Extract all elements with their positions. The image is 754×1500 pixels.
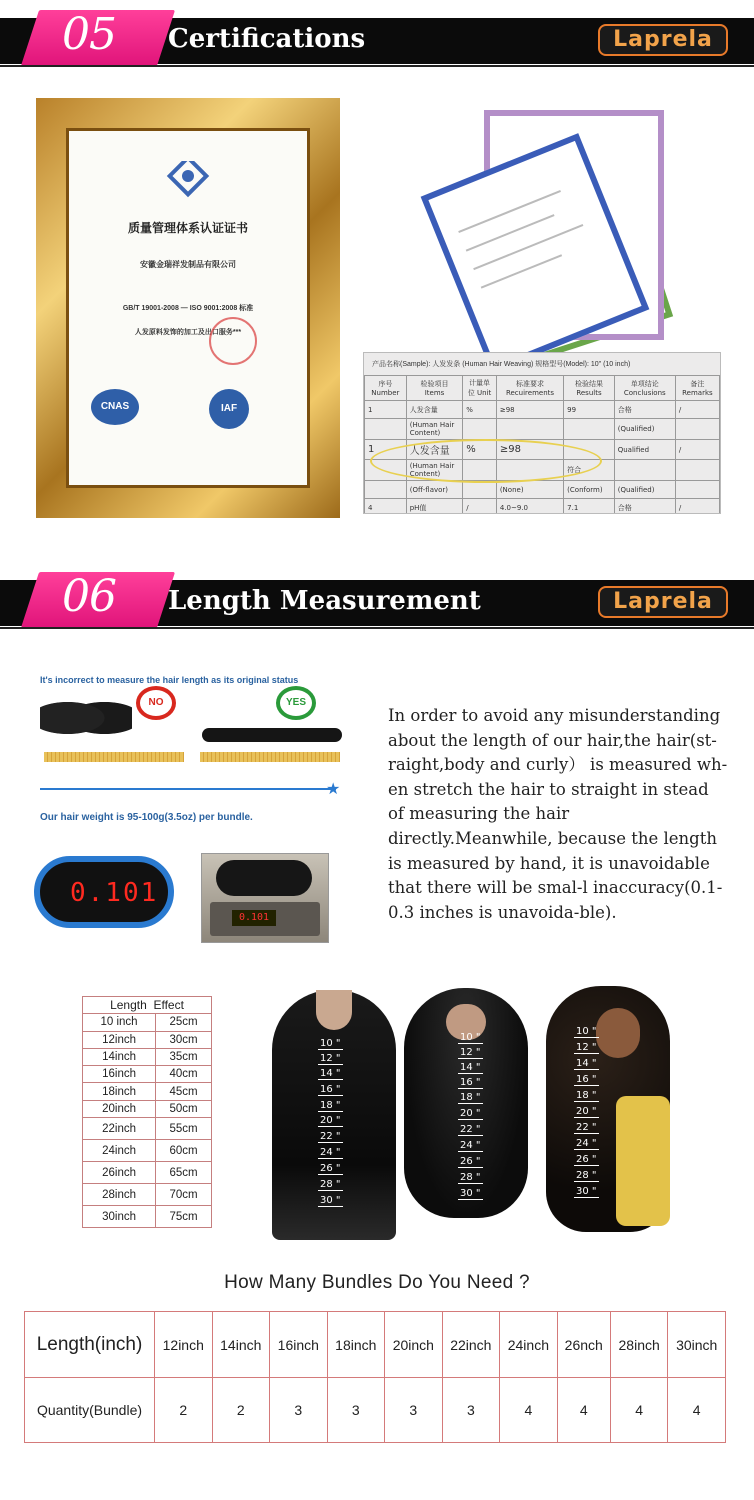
report-header: 序号 Number — [365, 376, 407, 401]
curly-model-face — [596, 1008, 640, 1058]
curly-hair-model — [546, 986, 670, 1232]
length-row — [83, 1066, 212, 1083]
length-value: 30inch — [668, 1312, 726, 1378]
report-cell: / — [463, 499, 497, 515]
hair-bundle-on-scale — [216, 860, 312, 896]
bundles-table — [24, 1311, 726, 1443]
bundles-title: How Many Bundles Do You Need ? — [224, 1272, 530, 1293]
effect-cell: 45cm — [156, 1083, 212, 1100]
report-cell: 1 — [365, 401, 407, 419]
certificate-holder: 安徽金瑞祥发制品有限公司 — [140, 260, 236, 269]
length-value: 12inch — [155, 1312, 213, 1378]
length-marker: 12 " — [576, 1042, 597, 1053]
report-cell: (None) — [496, 481, 563, 499]
brand-logo: Laprela — [598, 586, 728, 618]
quantity-value: 3 — [385, 1378, 443, 1443]
length-cell: 20inch — [83, 1100, 156, 1117]
length-cell: 30inch — [83, 1206, 156, 1228]
length-marker: 14 " — [320, 1068, 341, 1079]
report-row — [365, 401, 720, 419]
length-marker: 24 " — [460, 1140, 481, 1151]
length-marker: 30 " — [460, 1188, 481, 1199]
report-cell: % — [463, 401, 497, 419]
length-cell: 24inch — [83, 1140, 156, 1162]
report-cell: pH值 — [406, 499, 463, 515]
length-value: 20inch — [385, 1312, 443, 1378]
length-value: 16inch — [270, 1312, 328, 1378]
length-value: 14inch — [212, 1312, 270, 1378]
report-header: 检验项目 Items — [406, 376, 463, 401]
certificate-paper — [66, 128, 310, 488]
effect-cell: 35cm — [156, 1048, 212, 1065]
report-cell: / — [675, 401, 719, 419]
report-cell: (Qualified) — [614, 419, 675, 440]
length-cell: 18inch — [83, 1083, 156, 1100]
report-cell: 合格 — [614, 499, 675, 515]
section-number: 05 — [62, 9, 116, 60]
quantity-row-label: Quantity(Bundle) — [25, 1378, 155, 1443]
report-cell: 4.0~9.0 — [496, 499, 563, 515]
report-caption: 产品名称(Sample): 人发发条 (Human Hair Weaving) 规格型号(Model): 10" (10 inch) — [372, 361, 631, 368]
length-marker: 18 " — [460, 1092, 481, 1103]
bundles-length-row — [25, 1312, 726, 1378]
length-marker: 26 " — [460, 1156, 481, 1167]
length-cell: 26inch — [83, 1162, 156, 1184]
report-header: 备注 Remarks — [675, 376, 719, 401]
length-marker: 28 " — [460, 1172, 481, 1183]
length-marker: 14 " — [576, 1058, 597, 1069]
report-header-row — [365, 376, 720, 401]
quantity-value: 2 — [155, 1378, 213, 1443]
quantity-value: 4 — [500, 1378, 558, 1443]
length-row-label: Length(inch) — [25, 1312, 155, 1378]
report-cell — [365, 419, 407, 440]
star-icon: ★ — [326, 781, 341, 798]
quantity-value: 4 — [557, 1378, 610, 1443]
certificate-stack — [420, 110, 720, 360]
report-cell: 1 — [365, 440, 407, 460]
report-row — [365, 481, 720, 499]
scale-display-zoom — [34, 856, 174, 928]
red-stamp — [209, 317, 257, 365]
length-effect-table — [82, 996, 212, 1228]
length-row — [83, 1083, 212, 1100]
report-cell: (Human Hair Content) — [406, 419, 463, 440]
certificate-title: 质量管理体系认证证书 — [127, 221, 248, 235]
report-cell: Qualified — [614, 440, 675, 460]
bundles-quantity-row — [25, 1378, 726, 1443]
effect-cell: 75cm — [156, 1206, 212, 1228]
report-cell — [675, 419, 719, 440]
report-cell: (Qualified) — [614, 481, 675, 499]
length-marker: 10 " — [576, 1026, 597, 1037]
effect-cell: 50cm — [156, 1100, 212, 1117]
length-marker: 30 " — [320, 1195, 341, 1206]
report-header: 计量单位 Unit — [463, 376, 497, 401]
straight-hair-model — [272, 990, 396, 1240]
length-marker: 16 " — [320, 1084, 341, 1095]
report-row — [365, 419, 720, 440]
length-row — [83, 1140, 212, 1162]
report-cell: % — [463, 440, 497, 460]
report-cell — [564, 419, 615, 440]
scale-reading: 0.101 — [70, 878, 159, 908]
test-report — [363, 352, 721, 514]
length-table-header — [83, 997, 212, 1014]
hair-bundle-stretched-photo — [202, 728, 342, 742]
section-banner-certifications — [0, 9, 754, 64]
length-marker: 18 " — [576, 1090, 597, 1101]
hair-bundle-original-photo — [40, 690, 132, 746]
length-marker: 22 " — [576, 1122, 597, 1133]
report-cell — [463, 481, 497, 499]
length-marker: 20 " — [320, 1115, 341, 1126]
length-value: 26nch — [557, 1312, 610, 1378]
effect-cell: 60cm — [156, 1140, 212, 1162]
quantity-value: 3 — [442, 1378, 500, 1443]
measurement-description: In order to avoid any misunderstanding about the length of our hair,the hair(st-raight,body and curly） is measured wh-en stretch the hair to straight in stead of measuring the hair directly.Meanwhile, because the length is measured by hand, it is unavoidable that there will be smal-l inaccuracy(0.1-0.3 inches is unavoida-ble). — [388, 706, 728, 922]
length-marker: 10 " — [460, 1032, 481, 1043]
banner-underline — [0, 65, 754, 67]
length-marker: 28 " — [320, 1179, 341, 1190]
length-cell: 28inch — [83, 1184, 156, 1206]
effect-cell: 55cm — [156, 1118, 212, 1140]
incorrect-measure-note: It's incorrect to measure the hair length as its original status — [40, 675, 299, 685]
report-cell — [463, 419, 497, 440]
length-marker: 20 " — [576, 1106, 597, 1117]
divider-arrow-line — [40, 788, 336, 790]
no-badge: NO — [136, 686, 176, 720]
length-row — [83, 1206, 212, 1228]
report-cell: 99 — [564, 401, 615, 419]
certificate-standard: GB/T 19001-2008 — ISO 9001:2008 标准 — [122, 305, 254, 312]
report-header: 标准要求 Recuirements — [496, 376, 563, 401]
report-cell: 7.1 — [564, 499, 615, 515]
report-cell — [675, 460, 719, 481]
length-marker: 30 " — [576, 1186, 597, 1197]
cnas-mark: CNAS — [91, 389, 139, 425]
quantity-value: 2 — [212, 1378, 270, 1443]
report-header: 检验结果 Results — [564, 376, 615, 401]
scale-photo — [201, 853, 329, 943]
brand-logo: Laprela — [598, 24, 728, 56]
length-cell: 10 inch — [83, 1014, 156, 1031]
certificate-scope: 人发原料发饰的加工及出口服务*** — [134, 329, 242, 336]
curly-model-top — [616, 1096, 670, 1226]
length-marker: 24 " — [576, 1138, 597, 1149]
quantity-value: 4 — [668, 1378, 726, 1443]
length-marker: 12 " — [460, 1047, 481, 1058]
measuring-ruler — [44, 752, 184, 762]
highlight-ellipse — [370, 439, 602, 483]
length-row — [83, 1014, 212, 1031]
report-cell: / — [675, 440, 719, 460]
length-row — [83, 1184, 212, 1206]
length-cell: 14inch — [83, 1048, 156, 1065]
report-row — [365, 499, 720, 515]
report-cell: 4 — [365, 499, 407, 515]
report-cell: (Off-flavor) — [406, 481, 463, 499]
length-table-heading: Length Effect — [83, 997, 212, 1014]
length-marker: 16 " — [576, 1074, 597, 1085]
length-marker: 22 " — [460, 1124, 481, 1135]
certificate-emblem-icon — [153, 161, 223, 207]
effect-cell: 25cm — [156, 1014, 212, 1031]
iaf-mark: IAF — [209, 389, 249, 429]
report-cell — [675, 481, 719, 499]
report-cell — [614, 460, 675, 481]
length-marker: 26 " — [576, 1154, 597, 1165]
length-row — [83, 1162, 212, 1184]
length-marker: 28 " — [576, 1170, 597, 1181]
report-cell — [496, 419, 563, 440]
length-cell: 16inch — [83, 1066, 156, 1083]
effect-cell: 30cm — [156, 1031, 212, 1048]
report-cell: 人发含量 — [406, 440, 463, 460]
length-marker: 16 " — [460, 1077, 481, 1088]
length-row — [83, 1048, 212, 1065]
straight-model-face — [316, 990, 352, 1030]
section-banner-length — [0, 571, 754, 626]
report-cell: 符合 — [564, 460, 615, 481]
length-marker: 22 " — [320, 1131, 341, 1142]
length-cell: 12inch — [83, 1031, 156, 1048]
report-header: 单项结论 Conclusions — [614, 376, 675, 401]
body-wave-model — [404, 988, 528, 1218]
report-cell: / — [675, 499, 719, 515]
section-title: Certifications — [168, 24, 366, 54]
length-value: 24inch — [500, 1312, 558, 1378]
length-marker: 20 " — [460, 1108, 481, 1119]
section-number: 06 — [62, 571, 116, 622]
length-value: 22inch — [442, 1312, 500, 1378]
length-marker: 10 " — [320, 1038, 341, 1049]
length-marker: 26 " — [320, 1163, 341, 1174]
section-title: Length Measurement — [168, 586, 481, 616]
weight-note: Our hair weight is 95-100g(3.5oz) per bundle. — [40, 812, 253, 823]
length-marker: 12 " — [320, 1053, 341, 1064]
report-cell: (Conform) — [564, 481, 615, 499]
length-row — [83, 1118, 212, 1140]
length-marker: 18 " — [320, 1100, 341, 1111]
effect-cell: 40cm — [156, 1066, 212, 1083]
quantity-value: 3 — [270, 1378, 328, 1443]
report-cell: 合格 — [614, 401, 675, 419]
scale-screen: 0.101 — [232, 910, 276, 926]
length-row — [83, 1031, 212, 1048]
length-marker: 14 " — [460, 1062, 481, 1073]
report-cell — [365, 481, 407, 499]
measuring-ruler — [200, 752, 340, 762]
quantity-value: 4 — [610, 1378, 668, 1443]
report-cell: ≥98 — [496, 401, 563, 419]
framed-certificate — [36, 98, 340, 518]
length-cell: 22inch — [83, 1118, 156, 1140]
quantity-value: 3 — [327, 1378, 385, 1443]
banner-underline — [0, 627, 754, 629]
yes-badge: YES — [276, 686, 316, 720]
length-value: 28inch — [610, 1312, 668, 1378]
report-cell: 人发含量 — [406, 401, 463, 419]
length-row — [83, 1100, 212, 1117]
effect-cell: 65cm — [156, 1162, 212, 1184]
effect-cell: 70cm — [156, 1184, 212, 1206]
report-cell: ≥98 — [496, 440, 563, 460]
report-cell: (Human Hair Content) — [406, 460, 463, 481]
length-value: 18inch — [327, 1312, 385, 1378]
length-marker: 24 " — [320, 1147, 341, 1158]
